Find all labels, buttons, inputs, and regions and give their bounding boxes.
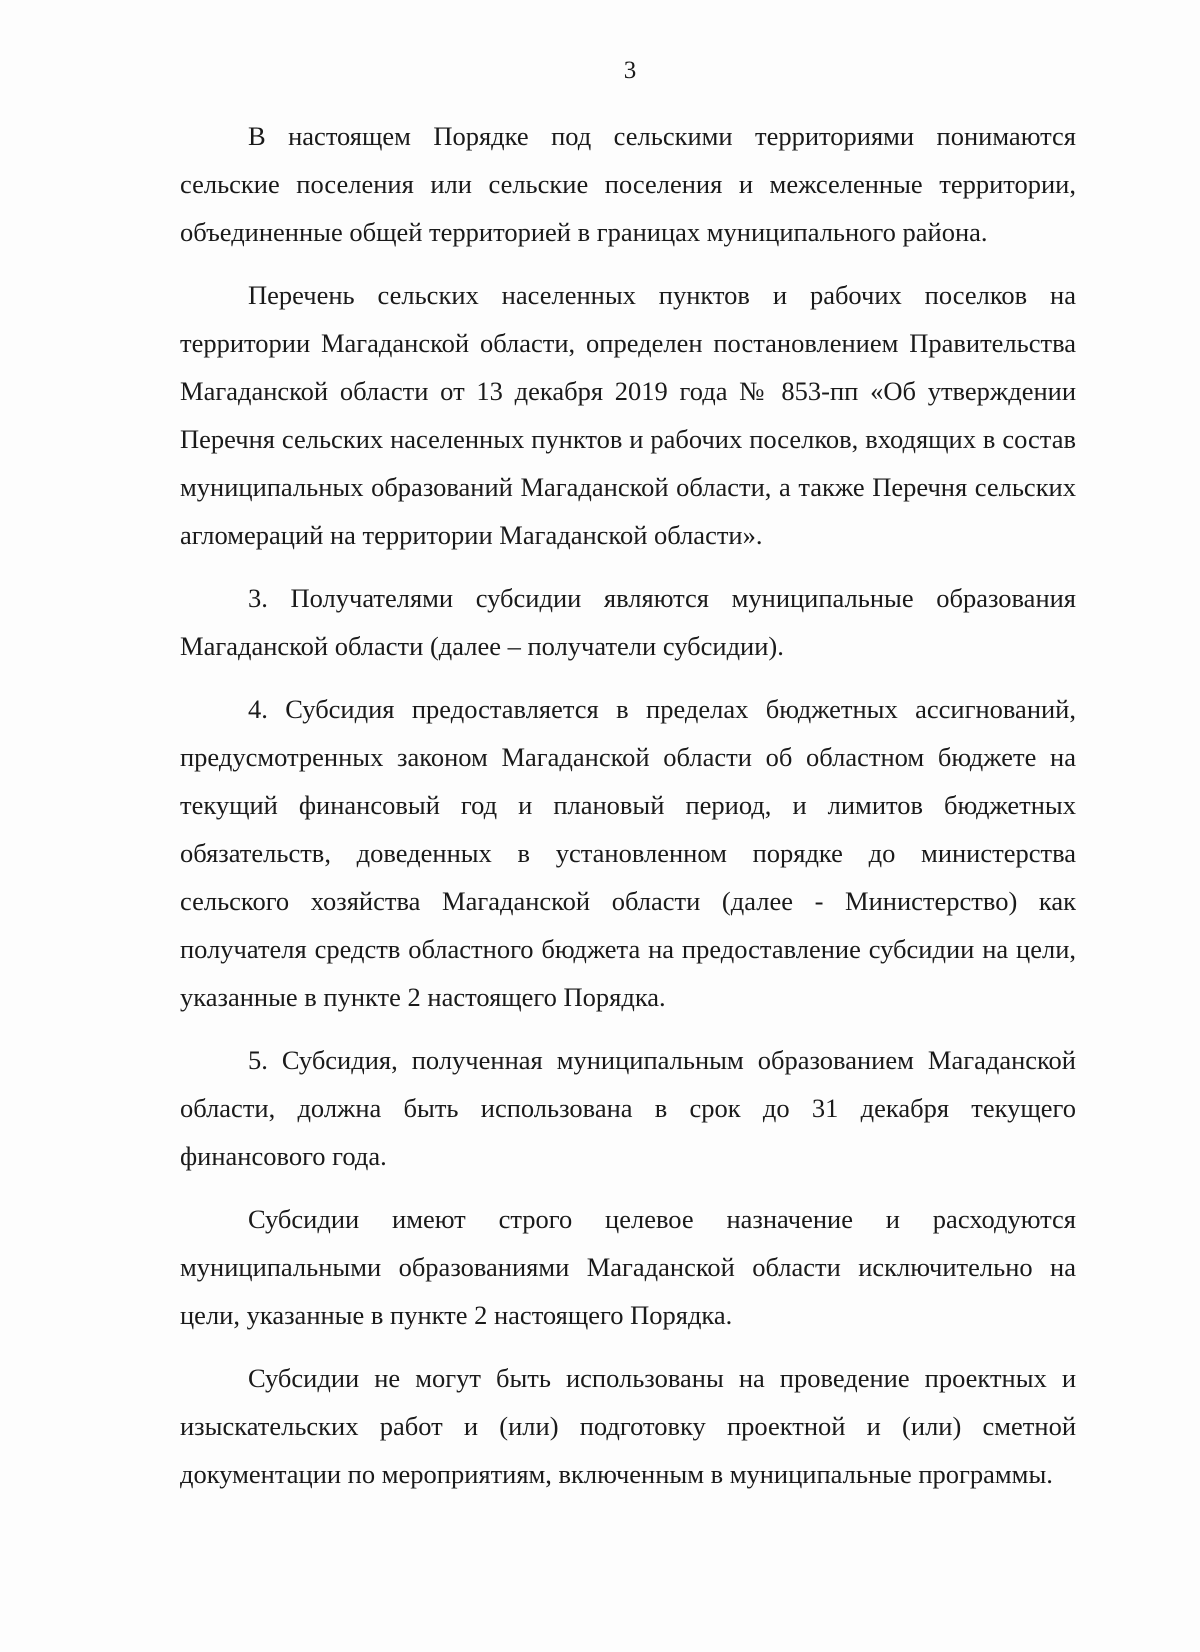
paragraph-settlements-list: Перечень сельских населенных пунктов и рабочих поселков на территории Магаданской области, определен постановлением Правительства Магаданской области от 13 декабря 2019 года № 853-пп «Об утверждении Перечня сельских населенных пунктов и рабочих поселков, входящих в состав муниципальных образований Магаданской области, а также Перечня сельских агломераций на территории Магаданской области». [180, 280, 1076, 550]
paragraph-item-3-recipients: 3. Получателями субсидии являются муниципальные образования Магаданской области (далее – получатели субсидии). [180, 583, 1076, 661]
paragraph-item-5-deadline: 5. Субсидия, полученная муниципальным образованием Магаданской области, должна быть использована в срок до 31 декабря текущего финансового года. [180, 1045, 1076, 1171]
paragraph-rural-territories: В настоящем Порядке под сельскими территориями понимаются сельские поселения или сельские поселения и межселенные территории, объединенные общей территорией в границах муниципального района. [180, 121, 1076, 247]
paragraph-restrictions: Субсидии не могут быть использованы на проведение проектных и изыскательских работ и (или) подготовку проектной и (или) сметной документации по мероприятиям, включенным в муниципальные программы. [180, 1363, 1076, 1489]
document-body [180, 112, 1076, 1513]
page-number: 3 [623, 57, 637, 84]
paragraph-targeted-purpose: Субсидии имеют строго целевое назначение и расходуются муниципальными образованиями Магаданской области исключительно на цели, указанные в пункте 2 настоящего Порядка. [180, 1204, 1076, 1330]
paragraph-item-4-budget: 4. Субсидия предоставляется в пределах бюджетных ассигнований, предусмотренных законом Магаданской области об областном бюджете на текущий финансовый год и плановый период, и лимитов бюджетных обязательств, доведенных в установленном порядке до министерства сельского хозяйства Магаданской области (далее - Министерство) как получателя средств областного бюджета на предоставление субсидии на цели, указанные в пункте 2 настоящего Порядка. [180, 694, 1076, 1012]
